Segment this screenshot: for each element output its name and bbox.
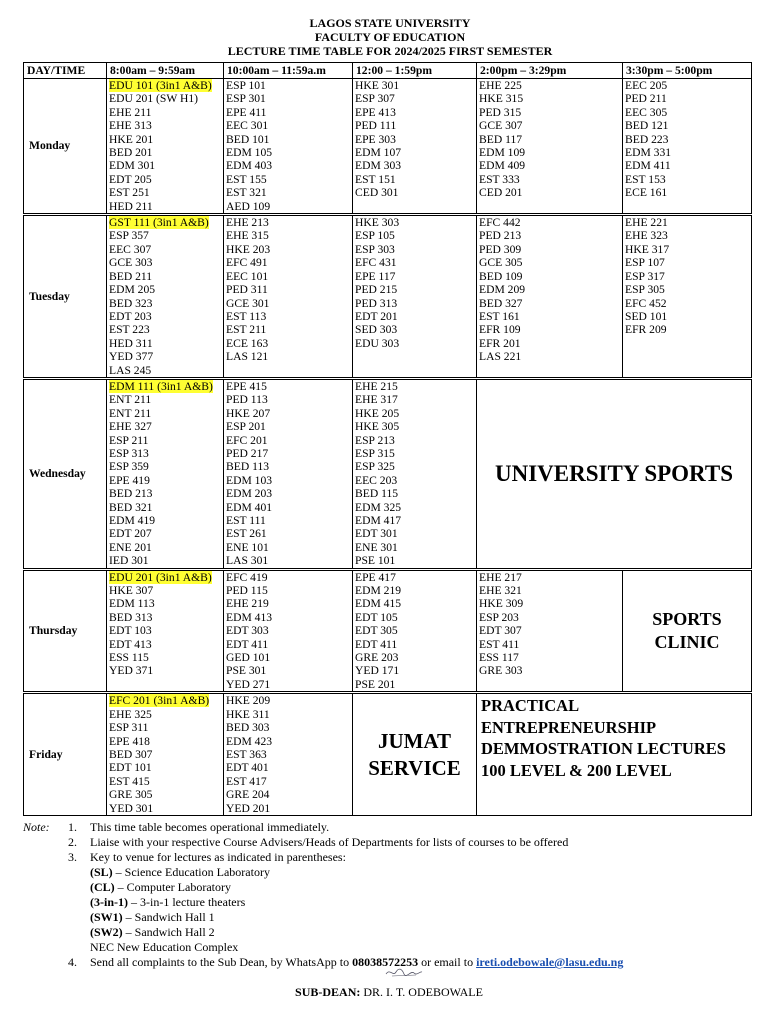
course-code: PED 311	[226, 283, 268, 297]
course-cell	[224, 569, 353, 693]
course-code: ESP 201	[226, 420, 266, 434]
course-code: ENE 101	[226, 540, 269, 554]
course-code: EDT 205	[109, 172, 152, 186]
venue-key-item	[23, 880, 763, 895]
course-code: BED 213	[109, 487, 153, 501]
course-code: EHE 323	[625, 229, 668, 243]
timetable-title: LECTURE TIME TABLE FOR 2024/2025 FIRST SEMESTER	[227, 44, 553, 58]
note-number: 4.	[68, 955, 77, 969]
course-code	[109, 380, 221, 393]
course-code: EDU 201 (SW H1)	[109, 92, 198, 106]
course-code	[109, 79, 221, 92]
course-cell	[353, 378, 477, 569]
venue-desc: – Computer Laboratory	[114, 880, 231, 894]
course-code: IED 301	[109, 554, 149, 568]
course-code: EPE 413	[355, 105, 396, 119]
course-code: EEC 101	[226, 269, 269, 283]
course-code: EDM 413	[226, 610, 273, 624]
course-code: HKE 203	[226, 242, 271, 256]
course-code: EST 411	[479, 637, 520, 651]
note-item-2	[23, 835, 763, 850]
course-code: EDT 305	[355, 624, 398, 638]
course-code: ESS 115	[109, 651, 149, 665]
university-name: LAGOS STATE UNIVERSITY	[309, 16, 471, 30]
course-cell	[107, 693, 224, 816]
course-code: ESS 117	[479, 651, 519, 665]
course-code: EFR 109	[479, 323, 521, 337]
course-code: ESP 203	[479, 610, 519, 624]
course-code	[109, 216, 221, 229]
jumat-line-2: SERVICE	[368, 755, 461, 780]
course-code: EDT 303	[226, 624, 269, 638]
course-code: BED 307	[109, 747, 153, 761]
course-code: BED 323	[109, 296, 153, 310]
row-wednesday	[24, 378, 752, 569]
whatsapp-number: 08038572253	[352, 955, 419, 969]
venue-desc: – Science Education Laboratory	[112, 865, 270, 879]
faculty-name: FACULTY OF EDUCATION	[314, 30, 466, 44]
day-label: Monday	[24, 79, 107, 215]
note-label: Note:	[23, 820, 50, 834]
course-code: EFC 491	[226, 256, 268, 270]
jumat-service-cell	[353, 693, 477, 816]
course-code: HKE 201	[109, 132, 154, 146]
course-code: PED 309	[479, 242, 522, 256]
course-code: EHE 313	[109, 119, 152, 133]
timetable	[23, 62, 752, 816]
course-code: EPE 303	[355, 132, 396, 146]
course-code: ENT 211	[109, 393, 152, 407]
day-label: Tuesday	[24, 215, 107, 379]
course-cell	[623, 215, 752, 379]
note-item-3	[23, 850, 763, 865]
course-code: EHE 327	[109, 420, 152, 434]
course-code: ESP 301	[226, 92, 266, 106]
course-code: ESP 311	[109, 721, 149, 735]
course-code: PSE 101	[355, 554, 396, 568]
venue-key-item	[23, 910, 763, 925]
course-code: EST 211	[226, 323, 267, 337]
course-cell	[107, 569, 224, 693]
row-friday	[24, 693, 752, 816]
university-sports-cell	[477, 378, 752, 569]
course-code: HKE 207	[226, 406, 271, 420]
highlighted-course: EDM 111 (3in1 A&B)	[109, 379, 213, 393]
course-code: EDM 109	[479, 146, 526, 160]
course-code: PED 111	[355, 119, 397, 133]
nec-key-item: NEC New Education Complex	[90, 940, 239, 954]
course-code: EEC 205	[625, 79, 668, 92]
course-code: PED 313	[355, 296, 398, 310]
course-code: ESP 359	[109, 460, 149, 474]
course-code: EHE 317	[355, 393, 398, 407]
venue-code: (CL)	[90, 880, 115, 894]
course-code: BED 313	[109, 610, 153, 624]
university-sports-text: UNIVERSITY SPORTS	[495, 460, 733, 486]
complaint-text: Send all complaints to the Sub Dean, by WhatsApp to	[90, 955, 353, 969]
venue-key-item	[23, 925, 763, 940]
course-code: EDT 101	[109, 761, 152, 775]
sports-clinic-line-2: CLINIC	[654, 631, 720, 652]
course-code: YED 171	[355, 664, 400, 678]
course-code: ESP 307	[355, 92, 395, 106]
course-code: PED 213	[479, 229, 522, 243]
header-slot-3: 12:00 – 1:59pm	[353, 63, 477, 79]
course-code: PED 215	[355, 283, 398, 297]
course-code: GRE 303	[479, 664, 523, 678]
note-text: This time table becomes operational immediately.	[90, 820, 330, 834]
venue-desc: – 3-in-1 lecture theaters	[128, 895, 246, 909]
course-code: ENE 301	[355, 540, 398, 554]
course-code: BED 117	[479, 132, 523, 146]
course-code: YED 377	[109, 350, 154, 364]
sports-clinic-cell	[623, 569, 752, 693]
course-code: BED 327	[479, 296, 523, 310]
course-code: ESP 211	[109, 433, 149, 447]
course-code: EDM 301	[109, 159, 156, 173]
venue-code: (SW2)	[90, 925, 123, 939]
row-tuesday	[24, 215, 752, 379]
course-code: YED 371	[109, 664, 154, 678]
course-code: BED 109	[479, 269, 523, 283]
course-code: BED 321	[109, 500, 153, 514]
course-code: EFC 431	[355, 256, 397, 270]
venue-code: (SW1)	[90, 910, 123, 924]
course-code: EST 223	[109, 323, 150, 337]
course-code: EDT 413	[109, 637, 152, 651]
course-code: HKE 317	[625, 242, 670, 256]
course-code: EDM 419	[109, 514, 156, 527]
course-code: GCE 307	[479, 119, 523, 133]
course-code: EPE 418	[109, 734, 150, 748]
note-number: 2.	[68, 835, 77, 849]
course-code: EDT 307	[479, 624, 522, 638]
venue-key-item	[23, 865, 763, 880]
course-code: EDM 105	[226, 146, 273, 160]
course-code: BED 101	[226, 132, 270, 146]
course-code: ECE 163	[226, 336, 269, 350]
course-code: ESP 107	[625, 256, 665, 270]
course-code: EST 151	[355, 172, 396, 186]
course-cell	[353, 79, 477, 215]
course-code: EDM 113	[109, 597, 155, 611]
highlighted-course: GST 111 (3in1 A&B)	[109, 216, 209, 230]
course-code: BED 121	[625, 119, 669, 133]
course-code: ESP 303	[355, 242, 395, 256]
note-text: Key to venue for lectures as indicated in parentheses:	[90, 850, 346, 864]
course-code: CED 301	[355, 186, 399, 200]
course-cell	[107, 215, 224, 379]
course-code: EEC 301	[226, 119, 269, 133]
course-code: EHE 221	[625, 216, 668, 230]
course-code: EST 153	[625, 172, 666, 186]
course-code: PED 115	[226, 584, 268, 598]
course-code: ESP 305	[625, 283, 665, 297]
course-code: HKE 315	[479, 92, 524, 106]
course-code: ESP 325	[355, 460, 395, 474]
course-code: EDT 411	[355, 637, 398, 651]
course-code: HKE 305	[355, 420, 400, 434]
footer	[0, 985, 768, 1000]
course-code: ECE 161	[625, 186, 668, 200]
course-code: BED 303	[226, 721, 270, 735]
course-code: EST 333	[479, 172, 520, 186]
course-cell	[107, 79, 224, 215]
course-code: EST 161	[479, 309, 520, 323]
course-cell	[623, 79, 752, 215]
course-code: SED 303	[355, 323, 398, 337]
course-code: EDM 325	[355, 500, 402, 514]
course-code: EDT 301	[355, 527, 398, 541]
course-code: EDM 303	[355, 159, 402, 173]
course-code: EEC 305	[625, 105, 668, 119]
course-code: PED 211	[625, 92, 667, 106]
course-code: LAS 301	[226, 554, 269, 568]
course-code: PSE 301	[226, 664, 267, 678]
row-monday	[24, 79, 752, 215]
course-code: YED 271	[226, 677, 271, 691]
course-cell	[353, 215, 477, 379]
course-code: EFR 201	[479, 336, 521, 350]
complaint-connector: or email to	[418, 955, 477, 969]
venue-desc: – Sandwich Hall 2	[122, 925, 215, 939]
note-text	[90, 955, 623, 970]
header-slot-5: 3:30pm – 5:00pm	[623, 63, 752, 79]
course-code: YED 301	[109, 801, 154, 815]
header-slot-4: 2:00pm – 3:29pm	[477, 63, 623, 79]
course-code: EEC 203	[355, 473, 398, 487]
course-code: SED 101	[625, 309, 668, 323]
course-code: EST 261	[226, 527, 267, 541]
course-code: EDT 201	[355, 309, 398, 323]
course-code: BED 115	[355, 487, 399, 501]
course-code: EDM 219	[355, 584, 402, 598]
course-code: EFC 419	[226, 570, 268, 584]
course-code: EDT 411	[226, 637, 269, 651]
course-code: EPE 415	[226, 379, 267, 393]
course-code: EDM 401	[226, 500, 273, 514]
venue-code: (SL)	[90, 865, 113, 879]
course-code: YED 201	[226, 801, 271, 815]
course-code: EHE 211	[109, 105, 152, 119]
course-code: EDM 415	[355, 597, 402, 611]
practical-line-3: DEMMOSTRATION LECTURES	[481, 739, 726, 759]
course-code: EST 415	[109, 774, 150, 788]
course-code: GRE 203	[355, 651, 399, 665]
venue-key-item	[23, 895, 763, 910]
course-code: PED 217	[226, 446, 269, 460]
course-code: GED 101	[226, 651, 271, 665]
course-code: HKE 301	[355, 79, 400, 92]
course-code: ESP 317	[625, 269, 665, 283]
course-code: EDM 107	[355, 146, 402, 160]
day-label: Wednesday	[24, 378, 107, 569]
sub-dean-name: DR. I. T. ODEBOWALE	[360, 985, 483, 999]
row-thursday	[24, 569, 752, 693]
email-link[interactable]: ireti.odebowale@lasu.edu.ng	[476, 955, 624, 969]
course-code: LAS 221	[479, 350, 522, 364]
course-code: EHE 219	[226, 597, 269, 611]
course-code: HKE 303	[355, 216, 400, 230]
course-code: EDT 203	[109, 309, 152, 323]
course-code: GRE 305	[109, 788, 153, 802]
course-code: EST 251	[109, 186, 150, 200]
course-code: HKE 209	[226, 694, 271, 708]
course-code: EDM 423	[226, 734, 273, 748]
course-code: EDT 103	[109, 624, 152, 638]
course-cell	[224, 378, 353, 569]
course-code: PSE 201	[355, 677, 396, 691]
header-day-time: DAY/TIME	[24, 63, 107, 79]
course-code: PED 113	[226, 393, 268, 407]
course-code: EHE 215	[355, 379, 398, 393]
course-cell	[353, 569, 477, 693]
course-code: ENE 201	[109, 540, 152, 554]
signature-icon	[384, 966, 424, 978]
course-code	[109, 571, 221, 584]
note-item-1	[23, 820, 763, 835]
course-code: EHE 217	[479, 570, 522, 584]
course-code: EPE 417	[355, 570, 396, 584]
course-code: EPE 117	[355, 269, 396, 283]
practical-line-2: ENTREPRENEURSHIP	[481, 717, 657, 737]
course-code: EDM 411	[625, 159, 671, 173]
jumat-line-1: JUMAT	[377, 728, 452, 753]
course-code: EST 363	[226, 747, 267, 761]
course-code: ESP 105	[355, 229, 395, 243]
course-code: EFR 209	[625, 323, 667, 337]
sports-clinic-line-1: SPORTS	[652, 608, 722, 629]
venue-code: (3-in-1)	[90, 895, 128, 909]
course-code: EST 417	[226, 774, 267, 788]
course-code: BED 201	[109, 146, 153, 160]
header-slot-2: 10:00am – 11:59a.m	[224, 63, 353, 79]
course-code: EST 321	[226, 186, 267, 200]
course-code: ESP 315	[355, 446, 395, 460]
course-code: EDM 205	[109, 283, 156, 297]
course-code: EFC 442	[479, 216, 521, 230]
course-code: EPE 411	[226, 105, 267, 119]
course-code: EDT 105	[355, 610, 398, 624]
course-cell	[224, 215, 353, 379]
note-text: Liaise with your respective Course Advisers/Heads of Departments for lists of courses to be offered	[90, 835, 569, 849]
note-number: 1.	[68, 820, 77, 834]
course-code: ESP 101	[226, 79, 266, 92]
course-code: EHE 321	[479, 584, 522, 598]
course-cell	[224, 693, 353, 816]
course-code: HKE 307	[109, 584, 154, 598]
course-code: EHE 213	[226, 216, 269, 230]
course-code: EHE 325	[109, 707, 152, 721]
course-code: EDM 203	[226, 487, 273, 501]
course-code: EDM 209	[479, 283, 526, 297]
day-label: Thursday	[24, 569, 107, 693]
course-code: HKE 205	[355, 406, 400, 420]
course-code: EDM 409	[479, 159, 526, 173]
day-label: Friday	[24, 693, 107, 816]
course-code: EDT 401	[226, 761, 269, 775]
course-code: EDU 303	[355, 336, 400, 350]
course-code: BED 211	[109, 269, 153, 283]
course-code: EFC 201	[226, 433, 268, 447]
course-code: EDM 331	[625, 146, 672, 160]
course-code: EHE 315	[226, 229, 269, 243]
course-cell	[477, 215, 623, 379]
header-slot-1: 8:00am – 9:59am	[107, 63, 224, 79]
course-code: EST 155	[226, 172, 267, 186]
course-code: CED 201	[479, 186, 523, 200]
practical-line-1: PRACTICAL	[481, 696, 580, 716]
course-code: HED 311	[109, 336, 153, 350]
note-number: 3.	[68, 850, 77, 864]
course-code: EFC 452	[625, 296, 667, 310]
course-code	[109, 694, 221, 707]
course-cell	[224, 79, 353, 215]
course-code: EST 113	[226, 309, 267, 323]
course-code: LAS 121	[226, 350, 269, 364]
course-cell	[477, 79, 623, 215]
course-code: BED 113	[226, 460, 270, 474]
course-code: ESP 313	[109, 446, 149, 460]
highlighted-course: EDU 101 (3in1 A&B)	[109, 79, 212, 92]
course-code: EPE 419	[109, 473, 150, 487]
course-code: BED 223	[625, 132, 669, 146]
timetable-header-row	[24, 63, 752, 79]
course-code: EDM 417	[355, 514, 402, 527]
course-code: HKE 311	[226, 707, 270, 721]
course-code: ESP 213	[355, 433, 395, 447]
document-header	[0, 16, 768, 58]
course-code: EDM 103	[226, 473, 273, 487]
course-code: EDT 207	[109, 527, 152, 541]
course-code: EST 111	[226, 514, 266, 527]
course-code: LAS 245	[109, 363, 152, 377]
course-cell	[107, 378, 224, 569]
course-code: ESP 357	[109, 229, 149, 243]
course-code: HED 211	[109, 199, 153, 213]
course-code: GRE 204	[226, 788, 270, 802]
highlighted-course: EDU 201 (3in1 A&B)	[109, 570, 212, 584]
course-code: GCE 303	[109, 256, 153, 270]
practical-entrepreneurship-cell	[477, 693, 752, 816]
course-code: EEC 307	[109, 242, 152, 256]
highlighted-course: EFC 201 (3in1 A&B)	[109, 694, 210, 708]
practical-line-4: 100 LEVEL & 200 LEVEL	[481, 760, 672, 780]
course-code: PED 315	[479, 105, 522, 119]
sub-dean-label: SUB-DEAN:	[295, 985, 361, 999]
course-cell	[477, 569, 623, 693]
course-code: EHE 225	[479, 79, 522, 92]
course-code: GCE 301	[226, 296, 270, 310]
course-code: EDM 403	[226, 159, 273, 173]
course-code: HKE 309	[479, 597, 524, 611]
course-code: AED 109	[226, 199, 271, 213]
course-code: ENT 211	[109, 406, 152, 420]
course-code: GCE 305	[479, 256, 523, 270]
venue-desc: – Sandwich Hall 1	[122, 910, 215, 924]
notes-section	[23, 820, 763, 970]
